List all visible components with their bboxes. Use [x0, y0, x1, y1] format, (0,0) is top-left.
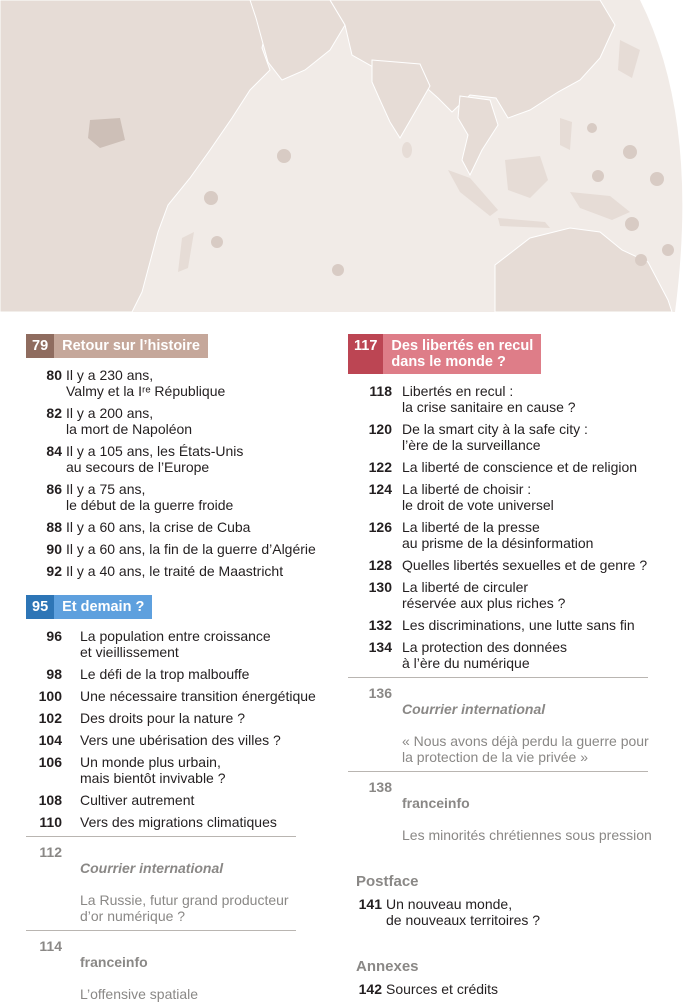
page-number: 82	[46, 405, 62, 421]
entry-title: Il y a 230 ans, Valmy et la Iʳᵉ République	[66, 367, 226, 399]
section-header	[348, 334, 541, 374]
entry-title: Sources et crédits	[386, 981, 499, 997]
toc-partner-entry[interactable]	[26, 844, 326, 924]
toc-entry[interactable]	[348, 519, 668, 551]
toc-entry[interactable]	[26, 688, 326, 704]
entry-title: Cultiver autrement	[80, 792, 195, 808]
page-number: 80	[46, 367, 62, 383]
entry-title: « Nous avons déjà perdu la guerre pour la protection de la vie privée »	[402, 733, 649, 765]
page-number: 110	[39, 814, 62, 830]
toc-entry[interactable]	[26, 481, 326, 513]
toc-partner-entry[interactable]	[348, 779, 668, 843]
toc-entry[interactable]	[26, 405, 326, 437]
toc-entry[interactable]	[348, 639, 668, 671]
island-dot	[332, 264, 344, 276]
section-title: Et demain ?	[54, 595, 152, 619]
entry-title: Les discriminations, une lutte sans fin	[402, 617, 635, 633]
page-number: 126	[368, 519, 392, 535]
entry-title: De la smart city à la safe city : l’ère de la surveillance	[402, 421, 588, 453]
page-number: 136	[368, 685, 392, 701]
island-dot	[277, 149, 291, 163]
entry-title: Vers une ubérisation des villes ?	[80, 732, 281, 748]
entry-title: L’offensive spatiale	[80, 986, 199, 1002]
page-number: 92	[46, 563, 62, 579]
island-dot	[623, 145, 637, 159]
publication-name: franceinfo	[80, 954, 148, 970]
section-header	[26, 595, 152, 619]
toc-entry[interactable]	[26, 792, 326, 808]
page-number: 102	[38, 710, 62, 726]
partner-content	[80, 844, 289, 924]
section-postface	[348, 873, 668, 928]
entry-title: Il y a 75 ans, le début de la guerre froide	[66, 481, 234, 513]
page-number: 86	[46, 481, 62, 497]
island-dot	[650, 172, 664, 186]
page-number: 100	[38, 688, 62, 704]
toc-entry[interactable]	[348, 617, 668, 633]
publication-name: Courrier international	[402, 701, 546, 717]
page-number: 106	[38, 754, 62, 770]
world-map-illustration	[0, 0, 691, 312]
entry-title: Il y a 60 ans, la fin de la guerre d’Algérie	[66, 541, 316, 557]
page-number: 98	[46, 666, 62, 682]
publication-name: Courrier international	[80, 860, 224, 876]
page-number: 84	[46, 443, 62, 459]
annexes-title: Annexes	[356, 958, 419, 975]
page-number: 88	[46, 519, 62, 535]
entry-title: Un monde plus urbain, mais bientôt invivable ?	[80, 754, 226, 786]
divider	[348, 677, 648, 678]
toc-entry[interactable]	[348, 421, 668, 453]
page-number: 108	[38, 792, 62, 808]
island-dot	[587, 123, 597, 133]
toc-entry[interactable]	[26, 367, 326, 399]
entry-title: Les minorités chrétiennes sous pression	[402, 827, 652, 843]
island-dot	[592, 170, 604, 182]
entry-title: Vers des migrations climatiques	[80, 814, 277, 830]
entry-title: Quelles libertés sexuelles et de genre ?	[402, 557, 648, 573]
island-dot	[204, 191, 218, 205]
page-number: 142	[358, 981, 382, 997]
divider	[26, 930, 296, 931]
entry-title: La liberté de conscience et de religion	[402, 459, 638, 475]
entry-title: Il y a 40 ans, le traité de Maastricht	[66, 563, 284, 579]
entry-title: Un nouveau monde, de nouveaux territoires ?	[386, 896, 541, 928]
page-number: 134	[368, 639, 392, 655]
page-number: 130	[368, 579, 392, 595]
section-tomorrow	[26, 595, 326, 1002]
page-number: 122	[368, 459, 392, 475]
postface-title: Postface	[356, 873, 419, 890]
divider	[26, 836, 296, 837]
toc-entry[interactable]	[26, 541, 326, 557]
page-number: 138	[368, 779, 392, 795]
section-title: Des libertés en recul dans le monde ?	[383, 334, 541, 374]
entry-title: La liberté de la presse au prisme de la désinformation	[402, 519, 594, 551]
section-header	[26, 334, 208, 358]
entry-title: Une nécessaire transition énergétique	[80, 688, 316, 704]
toc-entry[interactable]	[26, 628, 326, 660]
section-freedoms	[348, 334, 668, 843]
section-history	[26, 334, 326, 579]
toc-entry[interactable]	[26, 754, 326, 786]
page-number: 118	[369, 383, 392, 399]
island-dot	[662, 244, 674, 256]
left-column	[26, 334, 326, 1008]
section-number: 79	[26, 334, 54, 358]
toc-entry[interactable]	[348, 981, 668, 997]
partner-content	[402, 779, 652, 843]
entry-title: Il y a 105 ans, les États-Unis au secours de l’Europe	[66, 443, 244, 475]
toc-partner-entry[interactable]	[348, 685, 668, 765]
partner-content	[402, 685, 649, 765]
page-number: 132	[368, 617, 392, 633]
entry-title: Libertés en recul : la crise sanitaire en cause ?	[402, 383, 576, 415]
toc-entry[interactable]	[26, 666, 326, 682]
page-number: 104	[38, 732, 62, 748]
toc-entry[interactable]	[348, 557, 668, 573]
section-number: 95	[26, 595, 54, 619]
entry-title: Le défi de la trop malbouffe	[80, 666, 250, 682]
toc-entry[interactable]	[348, 459, 668, 475]
divider	[348, 771, 648, 772]
partner-content	[80, 938, 198, 1002]
section-title: Retour sur l’histoire	[54, 334, 208, 358]
entry-title: La liberté de choisir : le droit de vote universel	[402, 481, 554, 513]
sri-lanka-island	[402, 142, 412, 158]
page-number: 124	[368, 481, 392, 497]
page-number: 141	[358, 896, 382, 912]
entry-title: La liberté de circuler réservée aux plus riches ?	[402, 579, 566, 611]
right-column	[348, 334, 668, 1003]
entry-title: Il y a 60 ans, la crise de Cuba	[66, 519, 251, 535]
toc-entry[interactable]	[26, 710, 326, 726]
section-annexes	[348, 958, 668, 997]
toc-entry[interactable]	[26, 732, 326, 748]
page-number: 112	[39, 844, 62, 860]
section-number: 117	[348, 334, 383, 374]
publication-name: franceinfo	[402, 795, 470, 811]
entry-title: Il y a 200 ans, la mort de Napoléon	[66, 405, 193, 437]
page-number: 120	[368, 421, 392, 437]
entry-title: La population entre croissance et vieillissement	[80, 628, 271, 660]
entry-title: Des droits pour la nature ?	[80, 710, 245, 726]
toc-entry[interactable]	[348, 481, 668, 513]
island-dot	[625, 217, 639, 231]
toc-partner-entry[interactable]	[26, 938, 326, 1002]
entry-title: La Russie, futur grand producteur d’or numérique ?	[80, 892, 289, 924]
page-number: 96	[46, 628, 62, 644]
toc-entry[interactable]	[348, 579, 668, 611]
island-dot	[211, 236, 223, 248]
toc-entry[interactable]	[26, 563, 326, 579]
island-dot	[635, 254, 647, 266]
toc-entry[interactable]	[348, 383, 668, 415]
toc-entry[interactable]	[348, 896, 668, 928]
toc-entry[interactable]	[26, 519, 326, 535]
toc-entry[interactable]	[26, 443, 326, 475]
entry-title: La protection des données à l’ère du numérique	[402, 639, 568, 671]
philippines-islands	[560, 118, 572, 150]
page-number: 114	[39, 938, 62, 954]
page-number: 90	[46, 541, 62, 557]
page-number: 128	[368, 557, 392, 573]
toc-entry[interactable]	[26, 814, 326, 830]
